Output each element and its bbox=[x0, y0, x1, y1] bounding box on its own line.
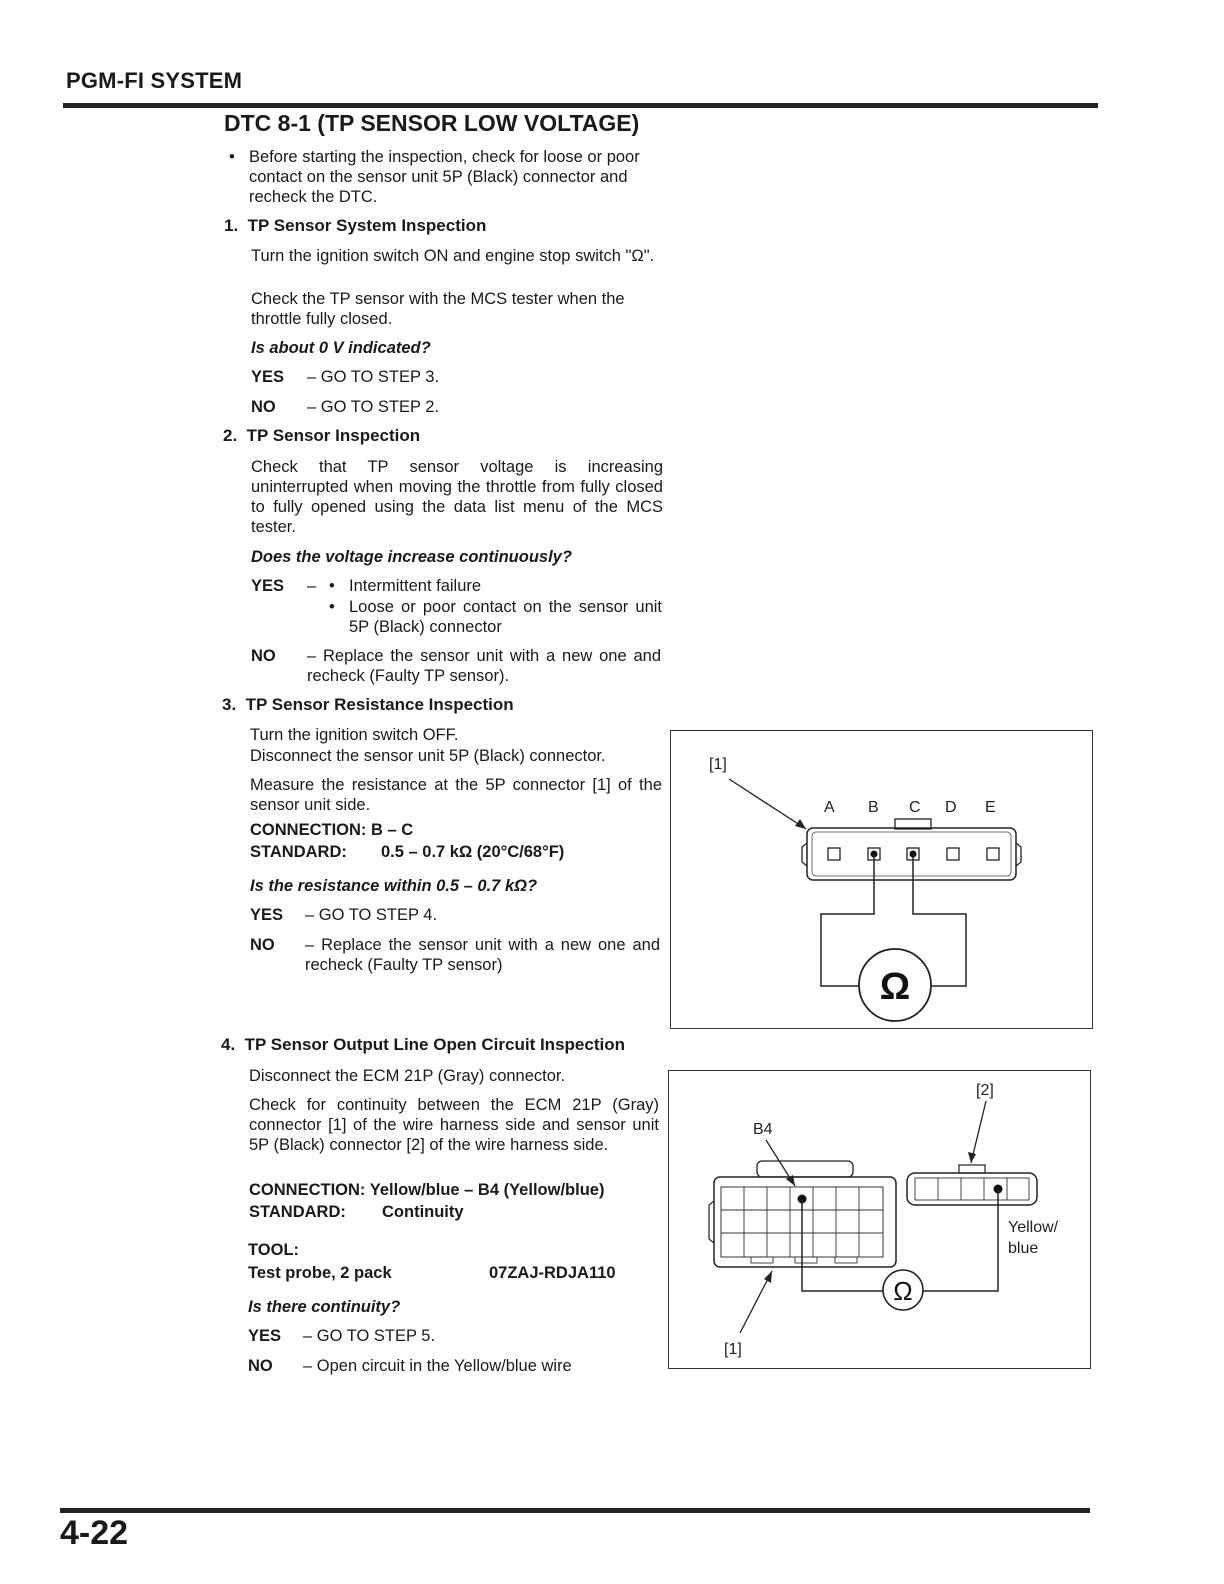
intro-bullet bbox=[229, 147, 664, 207]
header-rule bbox=[63, 103, 1098, 108]
step-2-title: TP Sensor Inspection bbox=[246, 426, 421, 445]
step-3-number: 3. bbox=[222, 695, 237, 714]
fig1-pin-label: A bbox=[824, 799, 835, 816]
step-3-question: Is the resistance within 0.5 – 0.7 kΩ? bbox=[250, 877, 538, 895]
no-label: NO bbox=[251, 398, 276, 416]
step-1-text-2: Check the TP sensor with the MCS tester when the throttle fully closed. bbox=[251, 290, 625, 328]
fig2-ecm-latch bbox=[757, 1161, 853, 1177]
step-3-no bbox=[250, 935, 662, 977]
step-3-text-3: Measure the resistance at the 5P connector [1] of the sensor unit side. bbox=[250, 776, 662, 814]
step-2-yes-item-2 bbox=[329, 597, 662, 637]
connection-label: CONNECTION: bbox=[249, 1181, 366, 1199]
bullet-dot: • bbox=[229, 148, 235, 166]
step-4-tool-number: 07ZAJ-RDJA110 bbox=[489, 1264, 616, 1282]
step-4-heading bbox=[221, 1035, 625, 1055]
no-label: NO bbox=[251, 647, 276, 665]
yes-label: YES bbox=[248, 1327, 282, 1345]
bullet-dot: • bbox=[329, 598, 335, 616]
fig2-ecm-key bbox=[835, 1257, 857, 1263]
step-4-text-2: Check for continuity between the ECM 21P (Gray) connector [1] of the wire harness side and sensor unit 5P (Black) connector [2] of the wire harness side. bbox=[249, 1096, 659, 1154]
step-2-number: 2. bbox=[223, 426, 238, 445]
fig2-ecm-key bbox=[751, 1257, 773, 1263]
step-3-text-2: Disconnect the sensor unit 5P (Black) connector. bbox=[250, 747, 606, 765]
fig2-wire-ecm bbox=[802, 1199, 883, 1291]
step-4-tool-name: Test probe, 2 pack bbox=[248, 1264, 392, 1282]
fig2-wire-label: Yellow/ bbox=[1008, 1219, 1059, 1236]
step-2-heading bbox=[223, 426, 420, 446]
step-3-connection bbox=[250, 820, 413, 840]
step-2-yes-item-1-text: Intermittent failure bbox=[349, 577, 482, 595]
step-2-question: Does the voltage increase continuously? bbox=[251, 548, 572, 566]
fig1-ohm-symbol: Ω bbox=[879, 966, 911, 1008]
standard-label: STANDARD: bbox=[249, 1203, 346, 1221]
fig2-pin-label: B4 bbox=[753, 1121, 773, 1138]
step-3-heading bbox=[222, 695, 514, 715]
step-2-yes-item-2-text: Loose or poor contact on the sensor unit 5P (Black) connector bbox=[349, 598, 662, 636]
figure-2-diagram bbox=[669, 1071, 1090, 1368]
step-3-yes-text: – GO TO STEP 4. bbox=[305, 906, 438, 924]
figure-1-diagram bbox=[671, 731, 1092, 1028]
step-4-standard-value: Continuity bbox=[382, 1203, 464, 1221]
step-3-standard-value: 0.5 – 0.7 kΩ (20°C/68°F) bbox=[381, 843, 565, 861]
fig1-pin-label: E bbox=[985, 799, 996, 816]
step-2-text-1: Check that TP sensor voltage is increasing uninterrupted when moving the throttle from fully closed to fully opened using the data list menu of the MCS tester. bbox=[251, 458, 663, 536]
step-1-heading bbox=[224, 216, 486, 236]
step-2-yes bbox=[251, 576, 663, 636]
no-label: NO bbox=[250, 936, 275, 954]
step-1-question: Is about 0 V indicated? bbox=[251, 339, 431, 357]
fig1-callout: [1] bbox=[709, 756, 727, 773]
step-4-tool bbox=[248, 1263, 668, 1283]
step-4-tool-label: TOOL: bbox=[248, 1241, 300, 1259]
fig2-sensor-latch bbox=[959, 1165, 985, 1173]
step-2-no-text: – Replace the sensor unit with a new one and recheck (Faulty TP sensor). bbox=[307, 647, 661, 685]
fig2-wire-label: blue bbox=[1008, 1240, 1039, 1257]
yes-label: YES bbox=[251, 577, 285, 595]
step-3-text-1: Turn the ignition switch OFF. bbox=[250, 726, 459, 744]
step-3-connection-value: B – C bbox=[371, 821, 414, 839]
fig1-terminal bbox=[828, 848, 840, 860]
step-4-title: TP Sensor Output Line Open Circuit Inspection bbox=[244, 1035, 625, 1054]
page-number: 4-22 bbox=[60, 1514, 129, 1552]
step-4-no-text: – Open circuit in the Yellow/blue wire bbox=[303, 1357, 572, 1375]
step-1-no-text: – GO TO STEP 2. bbox=[307, 398, 440, 416]
step-4-standard bbox=[249, 1202, 669, 1222]
fig2-sensor-inner bbox=[915, 1178, 1029, 1200]
fig1-arrowhead bbox=[795, 819, 806, 829]
step-1-yes-text: – GO TO STEP 3. bbox=[307, 368, 440, 386]
figure-2-box bbox=[668, 1070, 1091, 1369]
fig1-pin-label: B bbox=[868, 799, 879, 816]
step-4-question: Is there continuity? bbox=[248, 1298, 401, 1316]
bullet-dot: • bbox=[329, 577, 335, 595]
step-4-yes-text: – GO TO STEP 5. bbox=[303, 1327, 436, 1345]
step-2-no bbox=[251, 646, 663, 688]
fig1-terminal bbox=[987, 848, 999, 860]
yes-label: YES bbox=[250, 906, 284, 924]
fig1-leader-line bbox=[729, 779, 806, 829]
connection-label: CONNECTION: bbox=[250, 821, 367, 839]
fig2-ohm-symbol: Ω bbox=[893, 1276, 913, 1306]
fig1-pin-label: C bbox=[909, 799, 921, 816]
step-4-connection bbox=[249, 1180, 604, 1200]
step-4-text-1: Disconnect the ECM 21P (Gray) connector. bbox=[249, 1067, 566, 1085]
yes-label: YES bbox=[251, 368, 285, 386]
step-1-title: TP Sensor System Inspection bbox=[247, 216, 487, 235]
standard-label: STANDARD: bbox=[250, 843, 347, 861]
step-4-connection-value: Yellow/blue – B4 (Yellow/blue) bbox=[369, 1181, 605, 1199]
step-2-yes-item-1 bbox=[329, 576, 662, 596]
figure-1-box bbox=[670, 730, 1093, 1029]
step-1-number: 1. bbox=[224, 216, 239, 235]
no-label: NO bbox=[248, 1357, 273, 1375]
footer-rule bbox=[60, 1508, 1090, 1513]
section-header: PGM-FI SYSTEM bbox=[66, 68, 243, 93]
step-3-title: TP Sensor Resistance Inspection bbox=[245, 695, 514, 714]
yes-dash: – bbox=[307, 577, 317, 595]
step-3-no-text: – Replace the sensor unit with a new one and recheck (Faulty TP sensor) bbox=[305, 936, 660, 974]
step-3-standard bbox=[250, 842, 670, 862]
fig2-callout-bottom: [1] bbox=[724, 1341, 742, 1358]
dtc-title: DTC 8-1 (TP SENSOR LOW VOLTAGE) bbox=[224, 110, 640, 136]
fig2-callout-top: [2] bbox=[976, 1082, 994, 1099]
step-1-text-1: Turn the ignition switch ON and engine stop switch "Ω". bbox=[251, 247, 655, 265]
fig2-ecm-key bbox=[795, 1257, 817, 1263]
fig1-terminal bbox=[947, 848, 959, 860]
fig1-pin-label: D bbox=[945, 799, 957, 816]
step-4-number: 4. bbox=[221, 1035, 236, 1054]
fig2-ecm-body bbox=[714, 1177, 896, 1267]
intro-bullet-text: Before starting the inspection, check for loose or poor contact on the sensor unit 5P (Black) connector and recheck the DTC. bbox=[249, 148, 640, 206]
fig2-arrowhead-bottom bbox=[764, 1271, 772, 1283]
